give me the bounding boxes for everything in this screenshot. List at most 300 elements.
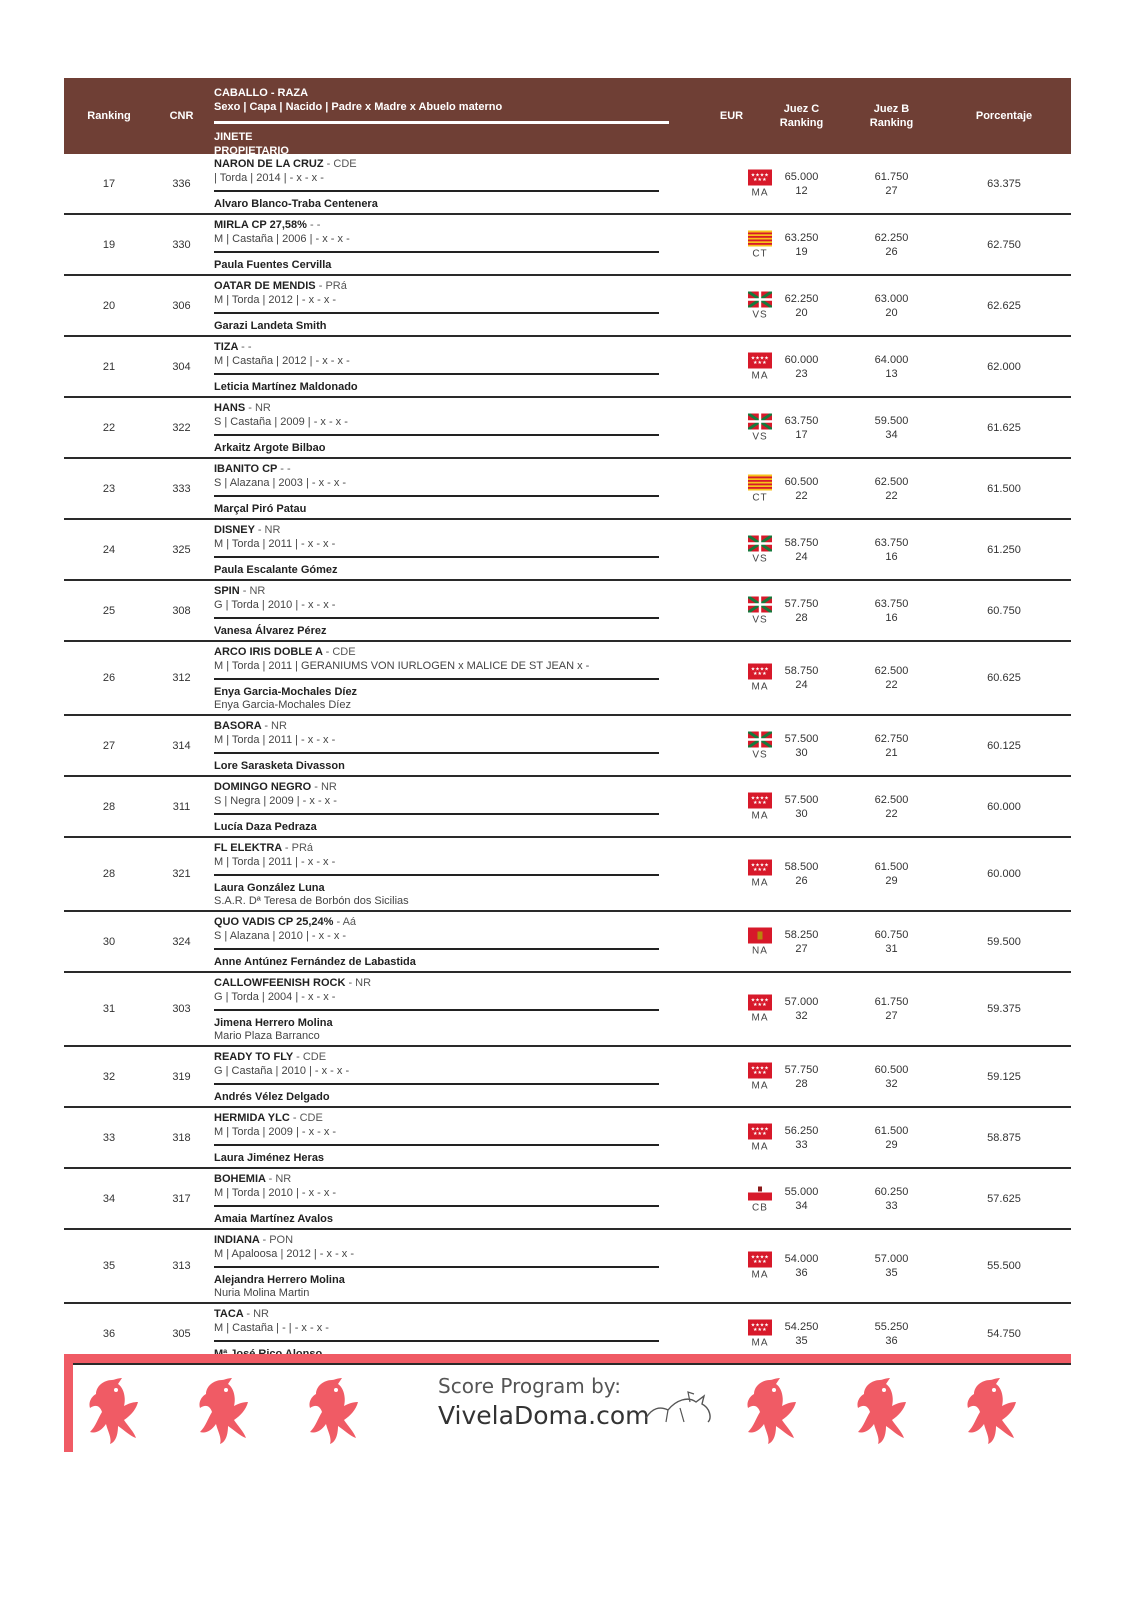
header-judge-c [764, 102, 839, 130]
horse-details: S | Negra | 2009 | - x - x - [214, 795, 337, 807]
judge-c-cell [764, 475, 839, 503]
cnr-cell: 306 [172, 299, 191, 312]
horse-breed: - NR [257, 524, 281, 536]
horse-name-line [214, 523, 724, 537]
judge-c-score: 57.000 [784, 996, 819, 1008]
cnr-cell: 333 [172, 482, 191, 495]
row-divider [214, 752, 659, 754]
judge-b-score: 60.500 [874, 1063, 909, 1076]
brand-logo [438, 1374, 718, 1430]
horse-name: HANS [214, 402, 246, 414]
judge-c-cell [764, 1185, 839, 1213]
svg-text:★: ★ [752, 1259, 758, 1265]
svg-text:★: ★ [764, 355, 769, 361]
horse-name: BASORA [214, 720, 262, 732]
percentage-cell: 62.000 [987, 360, 1021, 373]
svg-text:★: ★ [762, 1259, 767, 1265]
row-divider [214, 1340, 659, 1342]
svg-text:★: ★ [762, 867, 767, 873]
svg-text:★: ★ [764, 666, 769, 673]
judge-c-rank: 17 [795, 428, 808, 441]
judge-b-rank: 26 [885, 245, 898, 258]
header-cnr: CNR [169, 110, 194, 122]
judge-c-cell [764, 995, 839, 1023]
cnr-cell: 313 [172, 1260, 191, 1272]
horse-name: INDIANA [214, 1234, 260, 1246]
horse-name-line [214, 401, 724, 415]
region-code: MA [751, 681, 769, 693]
judge-c-cell [764, 928, 839, 956]
rider-name: Marçal Piró Patau [214, 503, 307, 515]
horse-cell [214, 279, 724, 333]
judge-b-rank: 13 [885, 367, 898, 380]
rank-cell: 21 [102, 360, 116, 373]
svg-text:★: ★ [757, 1130, 763, 1137]
region-code: VS [752, 431, 768, 442]
header-rider: JINETE [214, 131, 253, 143]
svg-text:★: ★ [757, 867, 763, 873]
horse-name: MIRLA CP 27,58% [214, 219, 307, 231]
horse-name: NARON DE LA CRUZ [214, 158, 324, 170]
judge-b-cell [854, 475, 929, 503]
region-code: VS [752, 749, 768, 760]
region-code: CT [752, 248, 768, 259]
horse-name: DISNEY [214, 524, 255, 536]
row-divider [214, 373, 659, 375]
region-code: MA [751, 187, 769, 198]
judge-c-cell [764, 793, 839, 821]
header-horse [214, 86, 664, 158]
percentage-cell: 61.500 [987, 482, 1021, 495]
horse-name-line [214, 1050, 724, 1064]
horse-details: M | Castaña | 2006 | - x - x - [214, 233, 350, 245]
judge-b-score: 61.500 [874, 1124, 909, 1137]
judge-c-rank: 30 [795, 807, 808, 820]
horse-details: G | Castaña | 2010 | - x - x - [214, 1065, 350, 1077]
judge-c-score: 60.500 [784, 475, 819, 488]
percentage-cell: 60.125 [987, 739, 1021, 752]
region-code: MA [751, 1080, 769, 1091]
horse-details: M | Torda | 2011 | - x - x - [214, 734, 336, 746]
rider-name: Lore Sarasketa Divasson [214, 760, 345, 772]
table-row [64, 973, 1071, 1047]
svg-text:★: ★ [750, 862, 756, 869]
horse-logo-icon [960, 1376, 1022, 1446]
judge-c-rank: 24 [795, 679, 808, 691]
svg-text:★: ★ [755, 666, 760, 673]
judge-c-rank: 30 [795, 746, 808, 759]
judge-b-rank: 16 [885, 550, 898, 563]
horse-logo-icon [82, 1376, 144, 1446]
judge-b-cell [854, 1124, 929, 1152]
percentage-cell: 59.500 [987, 935, 1021, 948]
svg-text:★: ★ [757, 359, 763, 366]
judge-c-score: 54.250 [784, 1320, 819, 1333]
judge-c-cell [764, 1320, 839, 1348]
horse-logo-icon [192, 1376, 254, 1446]
rank-cell: 20 [102, 299, 116, 312]
svg-text:★: ★ [755, 1126, 760, 1132]
judge-b-cell [854, 597, 929, 625]
svg-text:★: ★ [759, 795, 765, 801]
row-divider [214, 1144, 659, 1146]
svg-text:★: ★ [759, 997, 765, 1004]
header-owner: PROPIETARIO [214, 145, 289, 157]
svg-text:★: ★ [757, 1002, 763, 1008]
horse-details: | Torda | 2014 | - x - x - [214, 172, 324, 184]
horse-breed: - - [241, 341, 252, 353]
horse-details: M | Torda | 2012 | - x - x - [214, 294, 337, 306]
cnr-cell: 317 [172, 1192, 191, 1205]
horse-name-line [214, 1111, 724, 1125]
table-row [64, 337, 1071, 398]
judge-b-cell [854, 793, 929, 821]
cnr-cell: 336 [172, 177, 191, 190]
percentage-cell: 61.250 [987, 543, 1021, 556]
svg-text:★: ★ [764, 795, 769, 801]
horse-logo-icon [740, 1376, 802, 1446]
rider-name: Anne Antúnez Fernández de Labastida [214, 956, 416, 968]
judge-c-rank: 34 [795, 1199, 808, 1212]
judge-c-score: 55.000 [784, 1185, 819, 1198]
judge-b-cell [854, 414, 929, 442]
region-code: VS [752, 309, 768, 320]
horse-name-line [214, 1233, 724, 1247]
row-divider [214, 617, 659, 619]
judge-b-score: 64.000 [874, 353, 909, 366]
svg-text:★: ★ [762, 359, 767, 366]
judge-b-rank: 29 [885, 1138, 898, 1151]
judge-c-rank: 32 [795, 1010, 808, 1022]
svg-text:★: ★ [757, 176, 763, 183]
rider-name: Jimena Herrero Molina [214, 1017, 333, 1029]
judge-c-score: 58.750 [784, 536, 819, 549]
row-divider [214, 495, 659, 497]
horse-details: S | Alazana | 2003 | - x - x - [214, 477, 347, 489]
rank-cell: 32 [102, 1070, 116, 1083]
judge-b-cell [854, 170, 929, 198]
horse-name-line [214, 841, 724, 855]
horse-cell [214, 523, 724, 577]
region-code: NA [752, 945, 768, 956]
horse-breed: - Aá [336, 916, 357, 928]
horse-breed: - PRá [284, 842, 314, 854]
judge-c-rank: 35 [795, 1334, 808, 1347]
rank-cell: 27 [102, 739, 116, 752]
judge-b-score: 61.750 [874, 170, 909, 183]
horse-name: BOHEMIA [214, 1173, 266, 1185]
cnr-cell: 318 [172, 1131, 191, 1144]
judge-b-rank: 22 [885, 679, 898, 691]
horse-name-line [214, 340, 724, 354]
judge-b-cell [854, 353, 929, 381]
judge-c-rank: 28 [795, 1077, 808, 1090]
svg-text:★: ★ [752, 1130, 758, 1137]
header-horse-details: Sexo | Capa | Nacido | Padre x Madre x Abuelo materno [214, 101, 503, 113]
header-percentage: Porcentaje [975, 110, 1033, 122]
judge-b-cell [854, 536, 929, 564]
horse-cell [214, 976, 724, 1043]
judge-c-cell [764, 353, 839, 381]
rider-name: Garazi Landeta Smith [214, 320, 327, 332]
svg-text:★: ★ [752, 671, 758, 677]
horse-name-line [214, 584, 724, 598]
svg-text:★: ★ [762, 1130, 767, 1137]
table-row [64, 912, 1071, 973]
table-header [64, 78, 1071, 157]
horse-name: QUO VADIS CP 25,24% [214, 916, 334, 928]
judge-c-cell [764, 292, 839, 320]
svg-text:★: ★ [759, 1126, 765, 1132]
score-program-label: Score Program by: [438, 1374, 621, 1398]
horse-breed: - NR [314, 781, 337, 793]
horse-cell [214, 1111, 724, 1165]
judge-b-rank: 22 [885, 807, 898, 820]
judge-b-cell [854, 860, 929, 888]
judge-b-rank: 31 [885, 942, 898, 955]
judge-c-cell [764, 1124, 839, 1152]
horse-breed: - CDE [325, 646, 356, 658]
rank-cell: 28 [102, 800, 116, 813]
judge-c-rank: 23 [795, 367, 808, 380]
svg-text:★: ★ [750, 1126, 756, 1132]
footer-top-bar [64, 1354, 1071, 1363]
judge-b-rank: 16 [885, 611, 898, 624]
horse-details: M | Torda | 2011 | - x - x - [214, 856, 336, 868]
svg-text:★: ★ [752, 1326, 758, 1333]
row-divider [214, 1083, 659, 1085]
header-judge-b-label: Juez B [873, 103, 910, 115]
table-row [64, 398, 1071, 459]
table-row [64, 154, 1071, 215]
svg-text:★: ★ [762, 1326, 767, 1333]
judge-c-rank: 27 [795, 942, 808, 955]
svg-text:★: ★ [755, 355, 760, 361]
rider-name: Laura Jiménez Heras [214, 1152, 325, 1164]
judge-c-cell [764, 732, 839, 760]
judge-b-score: 59.500 [874, 414, 909, 427]
row-divider [214, 556, 659, 558]
svg-text:★: ★ [762, 1069, 767, 1076]
percentage-cell: 60.000 [987, 800, 1021, 813]
horse-breed: - CDE [296, 1051, 327, 1063]
cnr-cell: 321 [172, 868, 191, 880]
judge-b-cell [854, 928, 929, 956]
region-code: CB [752, 1202, 768, 1213]
judge-b-score: 63.750 [874, 536, 909, 549]
rider-name: Leticia Martínez Maldonado [214, 381, 358, 393]
svg-text:★: ★ [764, 1126, 769, 1132]
owner-name: S.A.R. Dª Teresa de Borbón dos Sicilias [214, 895, 409, 907]
judge-c-cell [764, 1252, 839, 1280]
rider-silhouette-icon [638, 1388, 718, 1428]
rider-name: Alvaro Blanco-Traba Centenera [214, 198, 378, 210]
horse-breed: - PON [262, 1234, 294, 1246]
region-code: MA [751, 370, 769, 381]
judge-b-rank: 33 [885, 1199, 898, 1212]
table-row [64, 1169, 1071, 1230]
cnr-cell: 304 [172, 360, 191, 373]
percentage-cell: 58.875 [987, 1131, 1021, 1144]
svg-text:★: ★ [750, 1065, 756, 1071]
rank-cell: 19 [102, 238, 116, 251]
horse-name: HERMIDA YLC [214, 1112, 290, 1124]
horse-details: M | Castaña | 2012 | - x - x - [214, 355, 350, 367]
svg-text:★: ★ [752, 799, 758, 806]
horse-cell [214, 584, 724, 638]
judge-c-rank: 26 [795, 875, 808, 887]
judge-b-cell [854, 995, 929, 1023]
horse-cell [214, 1172, 724, 1226]
horse-details: M | Torda | 2010 | - x - x - [214, 1187, 337, 1199]
table-row [64, 1047, 1071, 1108]
region-code: CT [752, 492, 768, 503]
horse-cell [214, 780, 724, 834]
svg-text:★: ★ [750, 172, 756, 178]
svg-text:★: ★ [752, 1069, 758, 1076]
horse-name: DOMINGO NEGRO [214, 781, 312, 793]
horse-cell [214, 157, 724, 211]
svg-text:★: ★ [755, 795, 760, 801]
horse-details: M | Torda | 2011 | - x - x - [214, 538, 336, 550]
horse-breed: - CDE [326, 158, 357, 170]
row-divider [214, 678, 659, 680]
judge-c-score: 57.750 [784, 1063, 819, 1076]
header-eur: EUR [719, 110, 744, 122]
rank-cell: 23 [102, 482, 116, 495]
cnr-cell: 330 [172, 238, 191, 251]
horse-cell [214, 1233, 724, 1300]
horse-name-line [214, 976, 724, 990]
percentage-cell: 59.125 [987, 1070, 1021, 1083]
row-divider [214, 190, 659, 192]
horse-breed: - NR [246, 1308, 269, 1320]
percentage-cell: 54.750 [987, 1327, 1021, 1340]
rider-name: Arkaitz Argote Bilbao [214, 442, 326, 454]
horse-details: M | Torda | 2011 | GERANIUMS VON IURLOGEN x MALICE DE ST JEAN x - [214, 660, 590, 672]
judge-b-score: 62.500 [874, 665, 909, 677]
judge-c-rank: 36 [795, 1267, 808, 1279]
percentage-cell: 62.625 [987, 299, 1021, 312]
horse-breed: - NR [268, 1173, 292, 1185]
judge-b-cell [854, 292, 929, 320]
header-judge-c-ranking: Ranking [779, 117, 824, 129]
table-body [64, 154, 1071, 1365]
horse-name: TIZA [214, 341, 239, 353]
horse-cell [214, 340, 724, 394]
judge-c-score: 57.750 [784, 597, 819, 610]
table-row [64, 777, 1071, 838]
footer-side-bar [64, 1354, 73, 1452]
svg-text:★: ★ [757, 1326, 763, 1333]
row-divider [214, 874, 659, 876]
judge-b-score: 60.750 [874, 928, 909, 941]
percentage-cell: 62.750 [987, 238, 1021, 251]
judge-c-cell [764, 860, 839, 888]
site-name: VivelaDoma.com [438, 1401, 650, 1430]
row-divider [214, 434, 659, 436]
horse-name-line [214, 218, 724, 232]
horse-name: READY TO FLY [214, 1051, 294, 1063]
judge-c-rank: 20 [795, 306, 808, 319]
horse-breed: - - [309, 219, 321, 231]
svg-text:★: ★ [759, 355, 765, 361]
percentage-cell: 60.000 [987, 868, 1021, 880]
cnr-cell: 314 [172, 739, 191, 752]
rank-cell: 33 [102, 1131, 116, 1144]
judge-b-cell [854, 1320, 929, 1348]
judge-b-score: 63.000 [874, 292, 909, 305]
svg-text:★: ★ [762, 671, 767, 677]
judge-b-cell [854, 1185, 929, 1213]
svg-text:★: ★ [752, 176, 758, 183]
svg-text:★: ★ [759, 862, 765, 869]
horse-cell [214, 218, 724, 272]
horse-name: FL ELEKTRA [214, 842, 282, 854]
judge-c-cell [764, 170, 839, 198]
table-row [64, 215, 1071, 276]
judge-c-cell [764, 414, 839, 442]
svg-text:★: ★ [752, 867, 758, 873]
judge-c-cell [764, 664, 839, 692]
region-code: VS [752, 553, 768, 564]
table-row [64, 1108, 1071, 1169]
judge-c-score: 57.500 [784, 793, 819, 806]
horse-details: M | Torda | 2009 | - x - x - [214, 1126, 337, 1138]
judge-b-score: 55.250 [874, 1320, 909, 1333]
header-judge-b-ranking: Ranking [869, 117, 914, 129]
judge-c-score: 58.750 [784, 665, 819, 677]
owner-name: Mario Plaza Barranco [214, 1030, 320, 1042]
table-row [64, 581, 1071, 642]
svg-text:★: ★ [764, 172, 769, 178]
judge-c-score: 63.750 [784, 414, 819, 427]
horse-cell [214, 719, 724, 773]
horse-details: G | Torda | 2010 | - x - x - [214, 599, 336, 611]
svg-text:★: ★ [764, 1065, 769, 1071]
horse-breed: - CDE [292, 1112, 323, 1124]
svg-text:★: ★ [755, 1322, 760, 1328]
judge-b-score: 57.000 [874, 1253, 909, 1265]
cnr-cell: 325 [172, 543, 191, 556]
svg-text:★: ★ [752, 359, 758, 366]
table-row [64, 459, 1071, 520]
rider-name: Paula Escalante Gómez [214, 564, 338, 576]
svg-text:★: ★ [750, 997, 756, 1004]
horse-cell [214, 645, 724, 712]
svg-text:★: ★ [759, 1254, 765, 1261]
judge-c-cell [764, 536, 839, 564]
rider-name: Paula Fuentes Cervilla [214, 259, 332, 271]
table-row [64, 716, 1071, 777]
header-divider [214, 121, 669, 124]
rank-cell: 26 [102, 672, 116, 684]
judge-b-cell [854, 231, 929, 259]
rank-cell: 24 [102, 543, 116, 556]
judge-b-score: 62.500 [874, 793, 909, 806]
svg-text:★: ★ [750, 795, 756, 801]
row-divider [214, 948, 659, 950]
horse-breed: - NR [264, 720, 287, 732]
header-ranking: Ranking [87, 110, 131, 122]
horse-name-line [214, 719, 724, 733]
svg-text:★: ★ [755, 172, 760, 178]
horse-name: SPIN [214, 585, 240, 597]
horse-breed: - NR [348, 977, 372, 989]
judge-b-cell [854, 1063, 929, 1091]
judge-b-rank: 36 [885, 1334, 898, 1347]
percentage-cell: 60.750 [987, 604, 1021, 617]
